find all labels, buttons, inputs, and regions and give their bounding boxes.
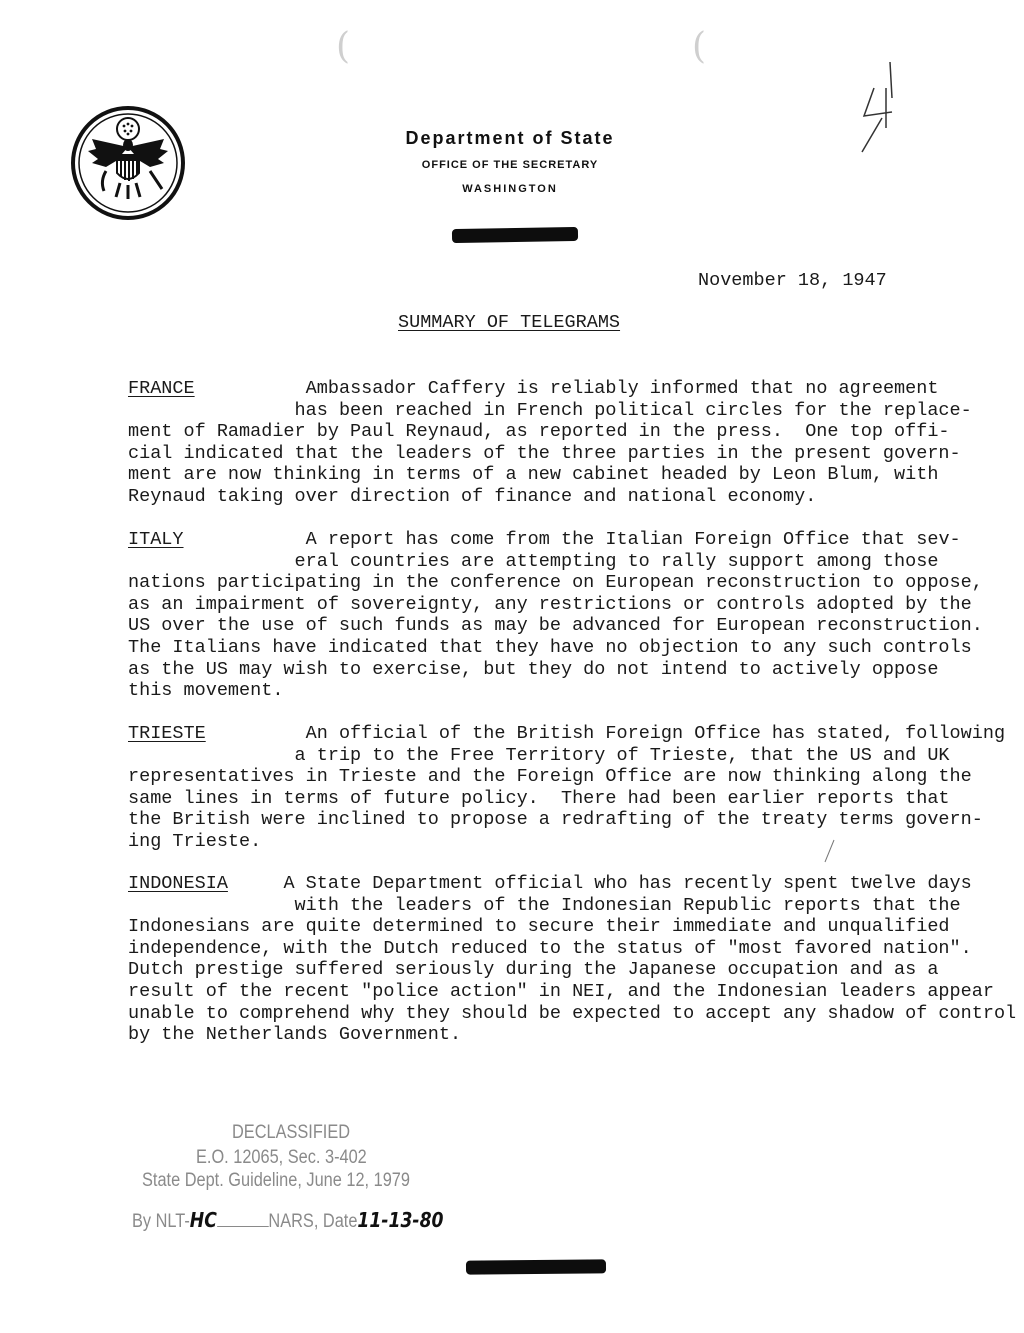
section-line: ing Trieste. [128,830,262,852]
section-line: the British were inclined to propose a redrafting of the treaty terms govern- [128,809,983,831]
section-line: a trip to the Free Territory of Trieste, that the US and UK [294,744,950,766]
section-line: with the leaders of the Indonesian Republic reports that the [294,894,961,916]
document-date: November 18, 1947 [698,270,887,291]
section-line: independence, with the Dutch reduced to the status of "most favored nation". [128,937,972,959]
section-line: unable to comprehend why they should be expected to accept any shadow of control [128,1002,1017,1024]
section-line: this movement. [128,680,284,702]
declassified-stamp-guideline: State Dept. Guideline, June 12, 1979 [142,1170,410,1191]
section-line: eral countries are attempting to rally support among those [294,550,939,572]
section-line: same lines in terms of future policy. There had been earlier reports that [128,787,950,809]
section-line: has been reached in French political circles for the replace- [294,399,972,421]
section-line: cial indicated that the leaders of the three parties in the present govern- [128,442,961,464]
section-label: INDONESIA [128,873,228,894]
section-indonesia [128,873,1017,1046]
section-line: nations participating in the conference on European reconstruction to oppose, [128,572,983,594]
section-line: Dutch prestige suffered seriously during the Japanese occupation and as a [128,959,939,981]
office-subtitle: OFFICE OF THE SECRETARY [421,159,599,171]
section-line: representatives in Trieste and the Foreign Office are now thinking along the [128,766,972,788]
section-line: US over the use of such funds as may be advanced for European reconstruction. [128,615,983,637]
stamp-nars-label: NARS, Date [268,1211,358,1232]
faint-hole-mark: ( [692,26,707,67]
reviewer-initials: HC [189,1208,217,1232]
section-label: TRIESTE [128,723,206,744]
declassification-date: 11-13-80 [357,1208,444,1232]
section-line: as the US may wish to exercise, but they do not intend to actively oppose [128,658,939,680]
signature-line [217,1226,269,1227]
declassified-stamp-authority: E.O. 12065, Sec. 3-402 [196,1147,367,1168]
redaction-bar [466,1259,606,1274]
section-first-line: A report has come from the Italian Foreign Office that sev- [305,529,961,550]
document-title: SUMMARY OF TELEGRAMS [398,312,621,333]
declassified-stamp-signoff [132,1208,444,1233]
handwritten-initial-mark [856,58,898,158]
section-first-line: A State Department official who has recently spent twelve days [283,873,972,894]
section-france [128,378,978,508]
section-first-line: Ambassador Caffery is reliably informed that no agreement [305,378,939,399]
section-line: ment are now thinking in terms of a new cabinet headed by Leon Blum, with [128,464,939,486]
great-seal-eagle-icon [70,105,186,221]
section-line: as an impairment of sovereignty, any restrictions or controls adopted by the [128,593,972,615]
department-title: Department of State [405,128,615,148]
redaction-bar [452,227,578,243]
section-label: FRANCE [128,378,195,399]
section-italy [128,529,983,702]
pencil-tick-mark [822,838,836,864]
section-line: Reynaud taking over direction of finance and national economy. [128,485,817,507]
declassified-stamp-title: DECLASSIFIED [232,1122,351,1143]
section-line: Indonesians are quite determined to secure their immediate and unqualified [128,916,950,938]
section-line: ment of Ramadier by Paul Reynaud, as reported in the press. One top offi- [128,421,950,443]
stamp-by-prefix: By NLT- [132,1211,190,1232]
faint-hole-mark: ( [336,26,351,67]
section-trieste [128,723,1006,853]
section-label: ITALY [128,529,184,550]
section-first-line: An official of the British Foreign Office has stated, following [305,723,1006,744]
section-line: The Italians have indicated that they have no objection to any such controls [128,636,972,658]
section-line: by the Netherlands Government. [128,1024,462,1046]
city-subtitle: WASHINGTON [462,183,558,195]
section-line: result of the recent "police action" in NEI, and the Indonesian leaders appear [128,980,994,1002]
